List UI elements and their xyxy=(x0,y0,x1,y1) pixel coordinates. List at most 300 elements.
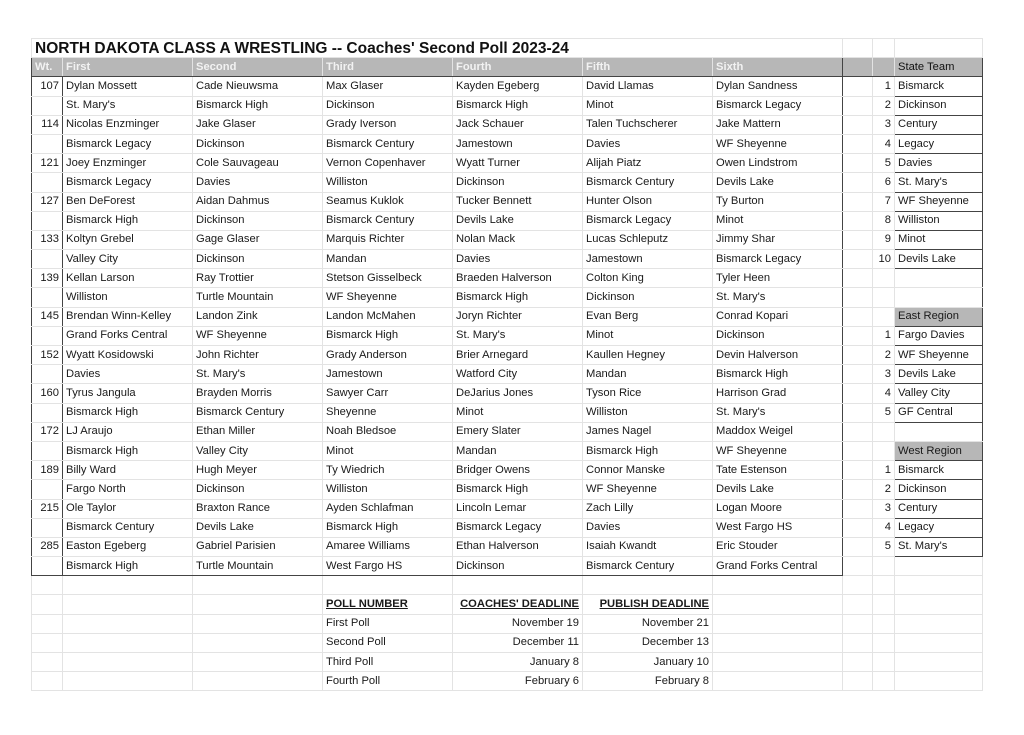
column-header-fourth: Fourth xyxy=(453,58,583,77)
page-title: NORTH DAKOTA CLASS A WRESTLING -- Coaches' Second Poll 2023-24 xyxy=(32,39,843,58)
wrestler-name: Wyatt Turner xyxy=(453,154,583,173)
weight-row-teams xyxy=(32,288,983,307)
wrestler-name: David Llamas xyxy=(583,77,713,96)
empty-cell xyxy=(843,614,873,633)
column-header-second: Second xyxy=(193,58,323,77)
team-rank: 6 xyxy=(873,173,895,192)
wrestler-team: St. Mary's xyxy=(713,288,843,307)
publish-deadline: December 13 xyxy=(583,633,713,652)
empty-cell xyxy=(63,614,193,633)
region-header: East Region xyxy=(895,307,983,326)
team-rank: 1 xyxy=(873,77,895,96)
coaches-deadline: January 8 xyxy=(453,653,583,672)
empty-cell xyxy=(843,576,873,595)
team-name: Dickinson xyxy=(895,480,983,499)
empty-cell xyxy=(843,288,873,307)
wrestler-team: Bismarck Legacy xyxy=(583,211,713,230)
empty-cell xyxy=(32,672,63,691)
weight-class: 139 xyxy=(32,269,63,288)
team-name: Davies xyxy=(895,154,983,173)
weight-blank xyxy=(32,173,63,192)
empty-cell xyxy=(843,326,873,345)
empty-cell xyxy=(873,576,895,595)
weight-row-names xyxy=(32,192,983,211)
team-name: Fargo Davies xyxy=(895,326,983,345)
empty-cell xyxy=(895,595,983,614)
team-name: WF Sheyenne xyxy=(895,346,983,365)
weight-row-teams xyxy=(32,441,983,460)
side-blank xyxy=(895,422,983,441)
wrestler-team: Davies xyxy=(583,134,713,153)
wrestler-team: St. Mary's xyxy=(453,326,583,345)
schedule-header-coaches: COACHES' DEADLINE xyxy=(453,595,583,614)
wrestler-name: Kellan Larson xyxy=(63,269,193,288)
wrestler-name: Tyler Heen xyxy=(713,269,843,288)
wrestler-name: Tucker Bennett xyxy=(453,192,583,211)
team-rank: 5 xyxy=(873,537,895,556)
wrestler-name: Owen Lindstrom xyxy=(713,154,843,173)
weight-class: 121 xyxy=(32,154,63,173)
wrestler-team: Dickinson xyxy=(453,557,583,576)
wrestler-team: Davies xyxy=(583,518,713,537)
team-rank: 5 xyxy=(873,403,895,422)
wrestler-team: Bismarck High xyxy=(713,365,843,384)
wrestler-name: Zach Lilly xyxy=(583,499,713,518)
team-name: Century xyxy=(895,115,983,134)
empty-cell xyxy=(32,653,63,672)
weight-row-teams xyxy=(32,134,983,153)
wrestler-name: Aidan Dahmus xyxy=(193,192,323,211)
empty-cell xyxy=(32,576,63,595)
wrestler-name: Logan Moore xyxy=(713,499,843,518)
empty-cell xyxy=(193,672,323,691)
wrestler-team: Bismarck Century xyxy=(583,173,713,192)
empty-cell xyxy=(843,633,873,652)
schedule-row xyxy=(32,653,983,672)
wrestler-name: Tyrus Jangula xyxy=(63,384,193,403)
wrestler-team: Jamestown xyxy=(453,134,583,153)
wrestler-name: Cade Nieuwsma xyxy=(193,77,323,96)
wrestler-team: Bismarck High xyxy=(583,441,713,460)
wrestler-name: Cole Sauvageau xyxy=(193,154,323,173)
wrestler-team: WF Sheyenne xyxy=(193,326,323,345)
wrestler-team: Bismarck Legacy xyxy=(453,518,583,537)
wrestler-team: Grand Forks Central xyxy=(713,557,843,576)
weight-row-names xyxy=(32,154,983,173)
wrestler-name: Bridger Owens xyxy=(453,461,583,480)
wrestler-name: Connor Manske xyxy=(583,461,713,480)
wrestler-team: Williston xyxy=(323,480,453,499)
empty-cell xyxy=(843,537,873,556)
team-name: Devils Lake xyxy=(895,365,983,384)
wrestler-name: Billy Ward xyxy=(63,461,193,480)
wrestler-team: Bismarck High xyxy=(453,96,583,115)
empty-cell xyxy=(873,614,895,633)
side-rank xyxy=(873,441,895,460)
publish-deadline: January 10 xyxy=(583,653,713,672)
weight-blank xyxy=(32,518,63,537)
empty-cell xyxy=(843,192,873,211)
wrestler-name: Hugh Meyer xyxy=(193,461,323,480)
empty-cell xyxy=(63,633,193,652)
wrestler-team: West Fargo HS xyxy=(323,557,453,576)
empty-cell xyxy=(193,653,323,672)
weight-row-names xyxy=(32,115,983,134)
wrestler-name: Eric Stouder xyxy=(713,537,843,556)
wrestler-name: James Nagel xyxy=(583,422,713,441)
side-header: State Team xyxy=(895,58,983,77)
wrestler-team: Dickinson xyxy=(193,480,323,499)
empty-cell xyxy=(63,672,193,691)
wrestler-name: Lincoln Lemar xyxy=(453,499,583,518)
wrestler-name: Jake Mattern xyxy=(713,115,843,134)
side-rank xyxy=(873,422,895,441)
wrestler-name: Noah Bledsoe xyxy=(323,422,453,441)
wrestler-name: Dylan Mossett xyxy=(63,77,193,96)
wrestler-team: Bismarck Legacy xyxy=(63,134,193,153)
weight-row-teams xyxy=(32,557,983,576)
team-name: St. Mary's xyxy=(895,173,983,192)
empty-cell xyxy=(843,250,873,269)
wrestler-team: Bismarck Legacy xyxy=(63,173,193,192)
weight-blank xyxy=(32,365,63,384)
empty-cell xyxy=(843,672,873,691)
side-rank xyxy=(873,307,895,326)
weight-row-teams xyxy=(32,326,983,345)
team-rank: 4 xyxy=(873,384,895,403)
wrestler-name: Ray Trottier xyxy=(193,269,323,288)
wrestler-name: Joryn Richter xyxy=(453,307,583,326)
side-blank xyxy=(895,269,983,288)
wrestler-name: Nolan Mack xyxy=(453,230,583,249)
empty-cell xyxy=(193,614,323,633)
weight-blank xyxy=(32,96,63,115)
wrestler-name: Max Glaser xyxy=(323,77,453,96)
empty-cell xyxy=(895,672,983,691)
coaches-deadline: December 11 xyxy=(453,633,583,652)
empty-cell xyxy=(895,653,983,672)
poll-number: Fourth Poll xyxy=(323,672,453,691)
empty-cell xyxy=(323,576,453,595)
wrestler-name: Isaiah Kwandt xyxy=(583,537,713,556)
empty-cell xyxy=(895,576,983,595)
wrestler-name: Braeden Halverson xyxy=(453,269,583,288)
wrestler-name: Vernon Copenhaver xyxy=(323,154,453,173)
weight-row-teams xyxy=(32,173,983,192)
wrestler-name: Brendan Winn-Kelley xyxy=(63,307,193,326)
wrestler-name: Landon McMahen xyxy=(323,307,453,326)
spreadsheet xyxy=(31,38,983,691)
schedule-header-publish: PUBLISH DEADLINE xyxy=(583,595,713,614)
wrestler-name: Colton King xyxy=(583,269,713,288)
empty-cell xyxy=(895,614,983,633)
wrestler-team: Bismarck Century xyxy=(323,134,453,153)
team-name: Dickinson xyxy=(895,96,983,115)
wrestler-team: Mandan xyxy=(583,365,713,384)
wrestler-name: Grady Anderson xyxy=(323,346,453,365)
wrestler-name: Wyatt Kosidowski xyxy=(63,346,193,365)
wrestler-team: Bismarck High xyxy=(63,403,193,422)
wrestler-team: Dickinson xyxy=(453,173,583,192)
wrestler-name: Ole Taylor xyxy=(63,499,193,518)
empty-cell xyxy=(843,365,873,384)
wrestler-team: Devils Lake xyxy=(713,173,843,192)
empty-cell xyxy=(843,518,873,537)
wrestler-name: Harrison Grad xyxy=(713,384,843,403)
wrestler-team: Devils Lake xyxy=(713,480,843,499)
wrestler-name: Evan Berg xyxy=(583,307,713,326)
wrestler-name: Nicolas Enzminger xyxy=(63,115,193,134)
weight-row-teams xyxy=(32,518,983,537)
empty-cell xyxy=(843,480,873,499)
team-rank: 3 xyxy=(873,365,895,384)
empty-cell xyxy=(895,39,983,58)
team-name: GF Central xyxy=(895,403,983,422)
empty-cell xyxy=(843,96,873,115)
wrestler-team: WF Sheyenne xyxy=(583,480,713,499)
wrestler-name: Amaree Williams xyxy=(323,537,453,556)
weight-blank xyxy=(32,134,63,153)
wrestler-team: Dickinson xyxy=(193,134,323,153)
column-header-sixth: Sixth xyxy=(713,58,843,77)
wrestler-name: Talen Tuchscherer xyxy=(583,115,713,134)
weight-row-teams xyxy=(32,96,983,115)
team-rank: 7 xyxy=(873,192,895,211)
schedule-header-poll: POLL NUMBER xyxy=(323,595,453,614)
wrestler-team: St. Mary's xyxy=(193,365,323,384)
empty-cell xyxy=(843,461,873,480)
empty-cell xyxy=(843,134,873,153)
wrestler-team: Williston xyxy=(323,173,453,192)
empty-cell xyxy=(843,77,873,96)
weight-blank xyxy=(32,480,63,499)
wrestler-name: Braxton Rance xyxy=(193,499,323,518)
empty-cell xyxy=(63,576,193,595)
empty-cell xyxy=(713,576,843,595)
weight-row-names xyxy=(32,346,983,365)
wrestler-team: WF Sheyenne xyxy=(713,441,843,460)
poll-number: Second Poll xyxy=(323,633,453,652)
empty-cell xyxy=(843,422,873,441)
wrestler-team: Davies xyxy=(193,173,323,192)
wrestler-name: Landon Zink xyxy=(193,307,323,326)
empty-cell xyxy=(63,653,193,672)
wrestler-team: Mandan xyxy=(323,250,453,269)
blank-row xyxy=(32,576,983,595)
schedule-row xyxy=(32,614,983,633)
wrestler-name: Joey Enzminger xyxy=(63,154,193,173)
empty-cell xyxy=(843,403,873,422)
team-name: Bismarck xyxy=(895,77,983,96)
wrestler-name: Jack Schauer xyxy=(453,115,583,134)
wrestler-name: Ty Burton xyxy=(713,192,843,211)
schedule-row xyxy=(32,672,983,691)
empty-cell xyxy=(843,653,873,672)
wrestler-team: Jamestown xyxy=(583,250,713,269)
wrestler-name: Devin Halverson xyxy=(713,346,843,365)
weight-row-names xyxy=(32,422,983,441)
wrestler-name: Maddox Weigel xyxy=(713,422,843,441)
weight-class: 127 xyxy=(32,192,63,211)
weight-row-teams xyxy=(32,211,983,230)
column-header-first: First xyxy=(63,58,193,77)
empty-cell xyxy=(843,230,873,249)
weight-row-names xyxy=(32,537,983,556)
empty-cell xyxy=(193,633,323,652)
weight-class: 285 xyxy=(32,537,63,556)
wrestler-name: Sawyer Carr xyxy=(323,384,453,403)
empty-cell xyxy=(843,595,873,614)
empty-cell xyxy=(713,614,843,633)
empty-cell xyxy=(843,154,873,173)
weight-class: 145 xyxy=(32,307,63,326)
wrestler-team: Bismarck Century xyxy=(583,557,713,576)
team-rank: 5 xyxy=(873,154,895,173)
wrestler-team: Bismarck High xyxy=(453,480,583,499)
wrestler-name: Grady Iverson xyxy=(323,115,453,134)
weight-row-names xyxy=(32,384,983,403)
weight-blank xyxy=(32,211,63,230)
team-name: Williston xyxy=(895,211,983,230)
wrestler-team: Turtle Mountain xyxy=(193,288,323,307)
wrestler-name: Marquis Richter xyxy=(323,230,453,249)
wrestler-team: Turtle Mountain xyxy=(193,557,323,576)
weight-row-names xyxy=(32,77,983,96)
wrestler-team: Williston xyxy=(583,403,713,422)
team-rank: 2 xyxy=(873,480,895,499)
wrestler-team: Minot xyxy=(453,403,583,422)
empty-cell xyxy=(713,672,843,691)
team-rank: 3 xyxy=(873,499,895,518)
wrestler-team: WF Sheyenne xyxy=(713,134,843,153)
wrestler-team: WF Sheyenne xyxy=(323,288,453,307)
empty-cell xyxy=(713,633,843,652)
empty-cell xyxy=(843,173,873,192)
wrestler-name: Tyson Rice xyxy=(583,384,713,403)
wrestler-team: Bismarck Legacy xyxy=(713,96,843,115)
wrestler-team: Williston xyxy=(63,288,193,307)
column-header-third: Third xyxy=(323,58,453,77)
weight-class: 172 xyxy=(32,422,63,441)
wrestler-team: Bismarck High xyxy=(453,288,583,307)
wrestler-team: Grand Forks Central xyxy=(63,326,193,345)
wrestler-name: Emery Slater xyxy=(453,422,583,441)
poll-number: Third Poll xyxy=(323,653,453,672)
wrestler-team: St. Mary's xyxy=(63,96,193,115)
wrestler-name: Brier Arnegard xyxy=(453,346,583,365)
team-rank: 4 xyxy=(873,518,895,537)
empty-cell xyxy=(873,633,895,652)
wrestler-name: Conrad Kopari xyxy=(713,307,843,326)
wrestler-name: Alijah Piatz xyxy=(583,154,713,173)
wrestler-name: Kaullen Hegney xyxy=(583,346,713,365)
team-name: Legacy xyxy=(895,518,983,537)
column-header-wt: Wt. xyxy=(32,58,63,77)
weight-class: 152 xyxy=(32,346,63,365)
team-name: Bismarck xyxy=(895,461,983,480)
wrestler-name: Ben DeForest xyxy=(63,192,193,211)
weight-blank xyxy=(32,326,63,345)
team-name: St. Mary's xyxy=(895,537,983,556)
weight-class: 114 xyxy=(32,115,63,134)
empty-cell xyxy=(873,653,895,672)
weight-row-names xyxy=(32,307,983,326)
side-blank xyxy=(895,557,983,576)
empty-cell xyxy=(63,595,193,614)
empty-cell xyxy=(843,269,873,288)
wrestler-team: Bismarck High xyxy=(63,211,193,230)
team-rank: 1 xyxy=(873,461,895,480)
wrestler-name: Dylan Sandness xyxy=(713,77,843,96)
team-rank: 2 xyxy=(873,96,895,115)
wrestler-team: Dickinson xyxy=(193,250,323,269)
wrestler-name: Brayden Morris xyxy=(193,384,323,403)
team-rank: 3 xyxy=(873,115,895,134)
empty-cell xyxy=(843,211,873,230)
wrestler-name: Ty Wiedrich xyxy=(323,461,453,480)
team-rank: 9 xyxy=(873,230,895,249)
wrestler-team: Jamestown xyxy=(323,365,453,384)
team-name: Minot xyxy=(895,230,983,249)
weight-row-names xyxy=(32,230,983,249)
wrestler-team: Bismarck High xyxy=(193,96,323,115)
wrestler-name: Koltyn Grebel xyxy=(63,230,193,249)
wrestler-team: Valley City xyxy=(63,250,193,269)
publish-deadline: November 21 xyxy=(583,614,713,633)
wrestler-name: Jake Glaser xyxy=(193,115,323,134)
weight-class: 215 xyxy=(32,499,63,518)
wrestler-team: Dickinson xyxy=(713,326,843,345)
schedule-header-row xyxy=(32,595,983,614)
wrestler-team: West Fargo HS xyxy=(713,518,843,537)
weight-class: 160 xyxy=(32,384,63,403)
wrestler-team: Minot xyxy=(713,211,843,230)
team-rank: 1 xyxy=(873,326,895,345)
empty-cell xyxy=(843,384,873,403)
header-row xyxy=(32,58,983,77)
wrestler-team: Davies xyxy=(63,365,193,384)
wrestler-name: Hunter Olson xyxy=(583,192,713,211)
publish-deadline: February 8 xyxy=(583,672,713,691)
wrestler-team: Davies xyxy=(453,250,583,269)
wrestler-team: Minot xyxy=(583,96,713,115)
wrestler-name: Stetson Gisselbeck xyxy=(323,269,453,288)
wrestler-name: LJ Araujo xyxy=(63,422,193,441)
wrestler-team: Bismarck High xyxy=(323,326,453,345)
header-blank xyxy=(843,58,873,77)
weight-row-names xyxy=(32,499,983,518)
side-blank xyxy=(895,288,983,307)
wrestler-name: Lucas Schleputz xyxy=(583,230,713,249)
wrestler-team: Bismarck High xyxy=(63,441,193,460)
wrestler-name: Ethan Miller xyxy=(193,422,323,441)
team-name: Devils Lake xyxy=(895,250,983,269)
team-name: WF Sheyenne xyxy=(895,192,983,211)
schedule-row xyxy=(32,633,983,652)
wrestler-name: Ethan Halverson xyxy=(453,537,583,556)
weight-class: 107 xyxy=(32,77,63,96)
team-name: Legacy xyxy=(895,134,983,153)
wrestler-name: Jimmy Shar xyxy=(713,230,843,249)
wrestler-name: Ayden Schlafman xyxy=(323,499,453,518)
weight-blank xyxy=(32,250,63,269)
column-header-fifth: Fifth xyxy=(583,58,713,77)
wrestler-team: Bismarck Century xyxy=(323,211,453,230)
wrestler-name: DeJarius Jones xyxy=(453,384,583,403)
empty-cell xyxy=(193,576,323,595)
wrestler-team: Devils Lake xyxy=(453,211,583,230)
wrestler-team: Dickinson xyxy=(323,96,453,115)
